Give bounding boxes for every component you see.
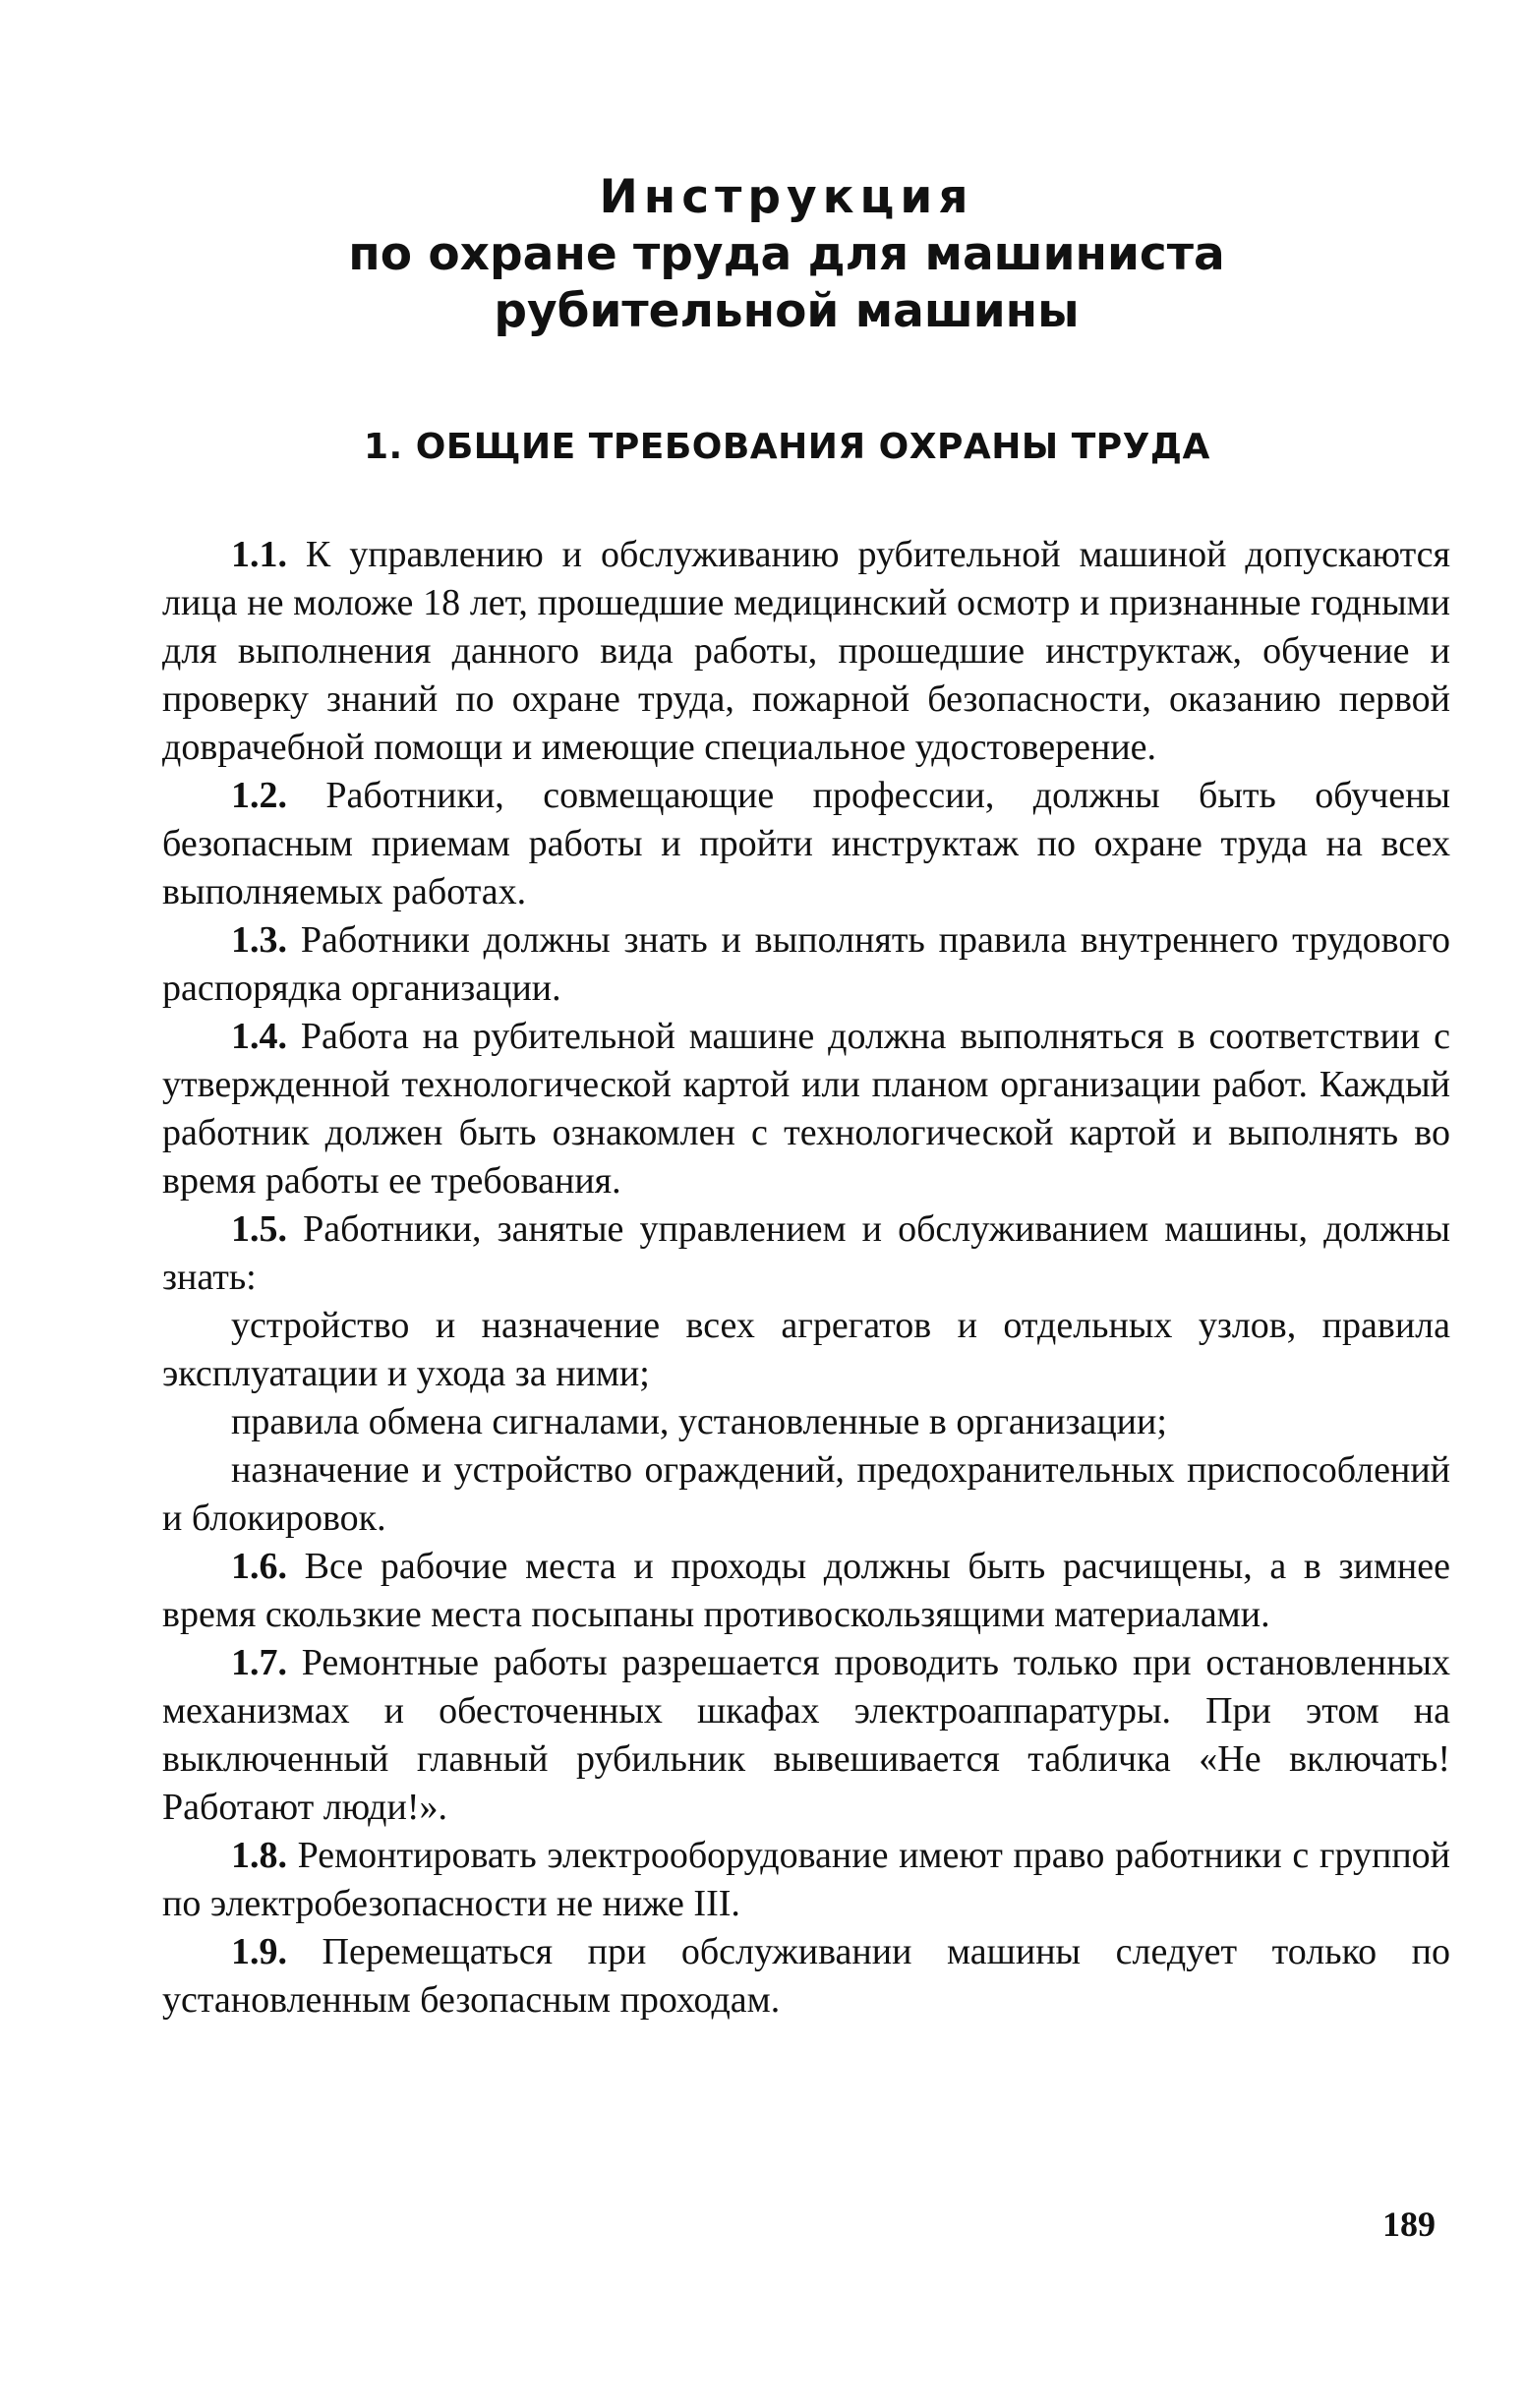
paragraph-1-4: 1.4. Работа на рубительной машине должна выполняться в соответствии с утвержденной технологической картой или планом организации работ. Каждый работник должен быть ознакомлен с технологической картой и выполнять во время работы ее требования. <box>162 1016 1450 1202</box>
page-number: 189 <box>1382 2204 1436 2244</box>
paragraph-1-1: 1.1. К управлению и обслуживанию рубительной машиной допускаются лица не моложе 18 лет, прошедшие медицинский осмотр и признанные годными для выполнения данного вида работы, прошедшие инструктаж, обучение и проверку знаний по охране труда, пожарной безопасности, оказанию первой доврачебной помощи и имеющие специальное удостоверение. <box>162 534 1450 768</box>
paragraph-1-5: 1.5. Работники, занятые управлением и обслуживанием машины, должны знать: <box>162 1208 1450 1298</box>
title-line-1: Инструкция <box>599 170 974 224</box>
paragraph-1-6: 1.6. Все рабочие места и проходы должны быть расчищены, а в зимнее время скользкие места посыпаны противоскользящими материалами. <box>162 1546 1450 1635</box>
paragraph-1-3: 1.3. Работники должны знать и выполнять правила внутреннего трудового распорядка организации. <box>162 919 1450 1009</box>
title-line-2: по охране труда для машиниста <box>348 227 1225 281</box>
document-title <box>295 169 1278 340</box>
sub-item-2: правила обмена сигналами, установленные в организации; <box>231 1401 1167 1442</box>
paragraph-1-8: 1.8. Ремонтировать электрооборудование имеют право работники с группой по электробезопасности не ниже III. <box>162 1835 1450 1924</box>
section-heading: 1. ОБЩИЕ ТРЕБОВАНИЯ ОХРАНЫ ТРУДА <box>364 427 1210 467</box>
title-line-3: рубительной машины <box>494 284 1080 338</box>
body-text <box>162 531 1450 2025</box>
sub-item-3: назначение и устройство ограждений, предохранительных приспособлений и блокировок. <box>162 1449 1450 1539</box>
sub-item-1: устройство и назначение всех агрегатов и отдельных узлов, правила эксплуатации и ухода за ними; <box>162 1305 1450 1394</box>
paragraph-1-9: 1.9. Перемещаться при обслуживании машины следует только по установленным безопасным проходам. <box>162 1931 1450 2021</box>
paragraph-1-2: 1.2. Работники, совмещающие профессии, должны быть обучены безопасным приемам работы и пройти инструктаж по охране труда на всех выполняемых работах. <box>162 775 1450 912</box>
paragraph-1-7: 1.7. Ремонтные работы разрешается проводить только при остановленных механизмах и обесточенных шкафах электроаппаратуры. При этом на выключенный главный рубильник вывешивается табличка «Не включать! Работают люди!». <box>162 1642 1450 1828</box>
